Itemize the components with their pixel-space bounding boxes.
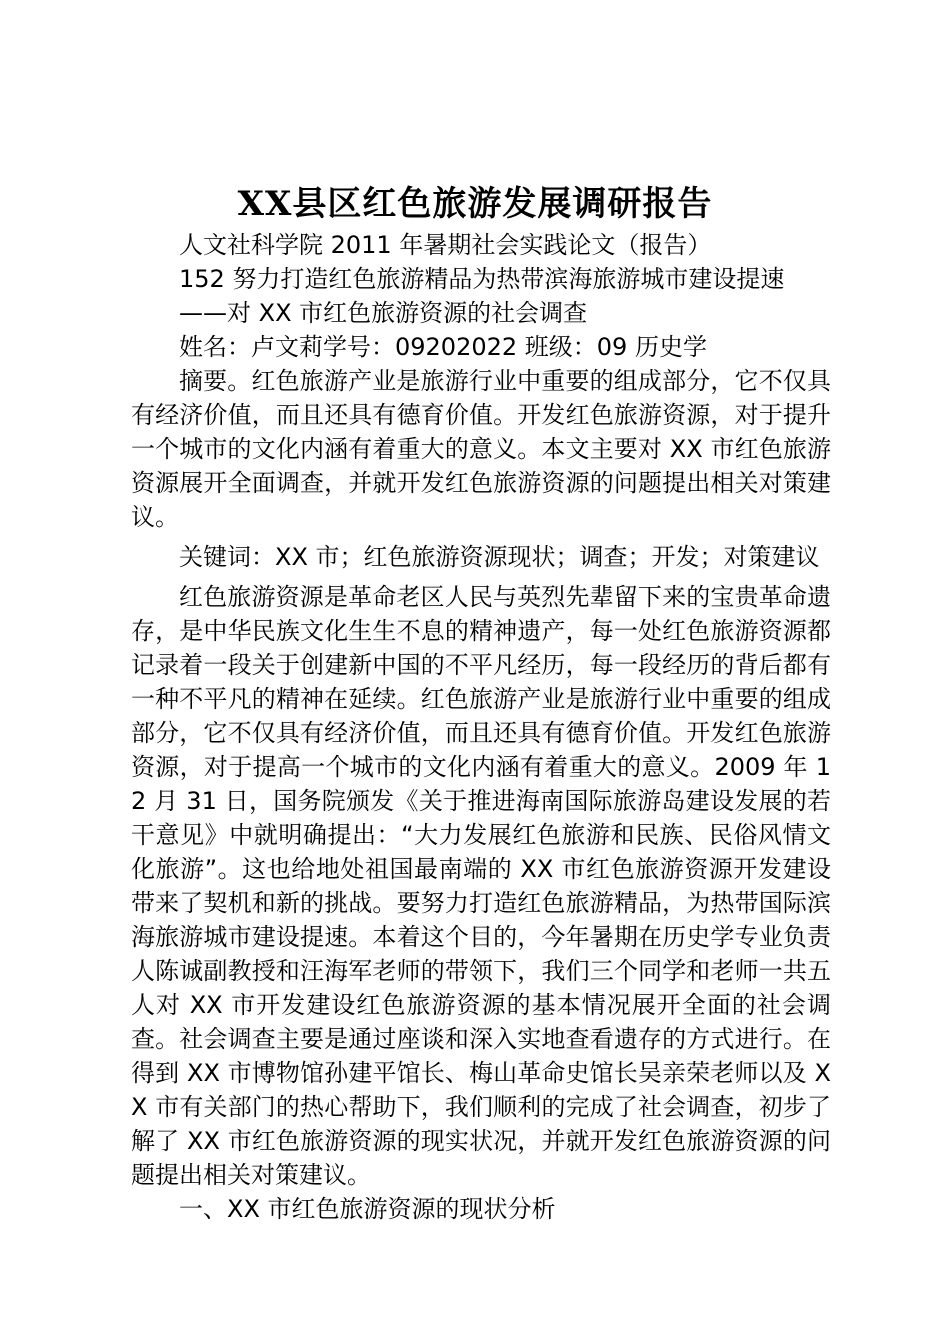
intro-paragraph: 红色旅游资源是革命老区人民与英烈先辈留下来的宝贵革命遗存，是中华民族文化生生不息的精神遗产，每一处红色旅游资源都记录着一段关于创建新中国的不平凡经历，每一段经历的背后都有一种不平凡的精神在延续。红色旅游产业是旅游行业中重要的组成部分，它不仅具有经济价值，而且还具有德育价值。开发红色旅游资源，对于提高一个城市的文化内涵有着重大的意义。2009 年 12 月 31 日，国务院颁发《关于推进海南国际旅游岛建设发展的若干意见》中就明确提出：“大力发展红色旅游和民族、民俗风情文化旅游”。这也给地处祖国最南端的 XX 市红色旅游资源开发建设带来了契机和新的挑战。要努力打造红色旅游精品，为热带国际滨海旅游城市建设提速。本着这个目的，今年暑期在历史学专业负责人陈诚副教授和汪海军老师的带领下，我们三个同学和老师一共五人对 XX 市开发建设红色旅游资源的基本情况展开全面的社会调查。社会调查主要是通过座谈和深入实地查看遗存的方式进行。在得到 XX 市博物馆孙建平馆长、梅山革命史馆长吴亲荣老师以及 XX 市有关部门的热心帮助下，我们顺利的完成了社会调查，初步了解了 XX 市红色旅游资源的现实状况，并就开发红色旅游资源的问题提出相关对策建议。 bbox=[131, 583, 831, 1189]
abstract-paragraph: 摘要。红色旅游产业是旅游行业中重要的组成部分，它不仅具有经济价值，而且还具有德育价值。开发红色旅游资源，对于提升一个城市的文化内涵有着重大的意义。本文主要对 XX 市红色旅游资源展开全面调查，并就开发红色旅游资源的问题提出相关对策建议。 bbox=[131, 367, 831, 531]
subtitle-line-1: 人文社科学院 2011 年暑期社会实践论文（报告） bbox=[179, 231, 712, 259]
section-heading: 一、XX 市红色旅游资源的现状分析 bbox=[179, 1195, 556, 1223]
subtitle-line-3: ——对 XX 市红色旅游资源的社会调查 bbox=[179, 299, 588, 327]
document-title: XX县区红色旅游发展调研报告 bbox=[237, 184, 713, 224]
subtitle-line-2: 152 努力打造红色旅游精品为热带滨海旅游城市建设提速 bbox=[179, 265, 785, 293]
keywords-paragraph: 关键词：XX 市；红色旅游资源现状；调查；开发；对策建议 bbox=[179, 543, 820, 571]
document-body bbox=[131, 228, 831, 1226]
author-line: 姓名：卢文莉学号：09202022 班级：09 历史学 bbox=[179, 333, 707, 361]
